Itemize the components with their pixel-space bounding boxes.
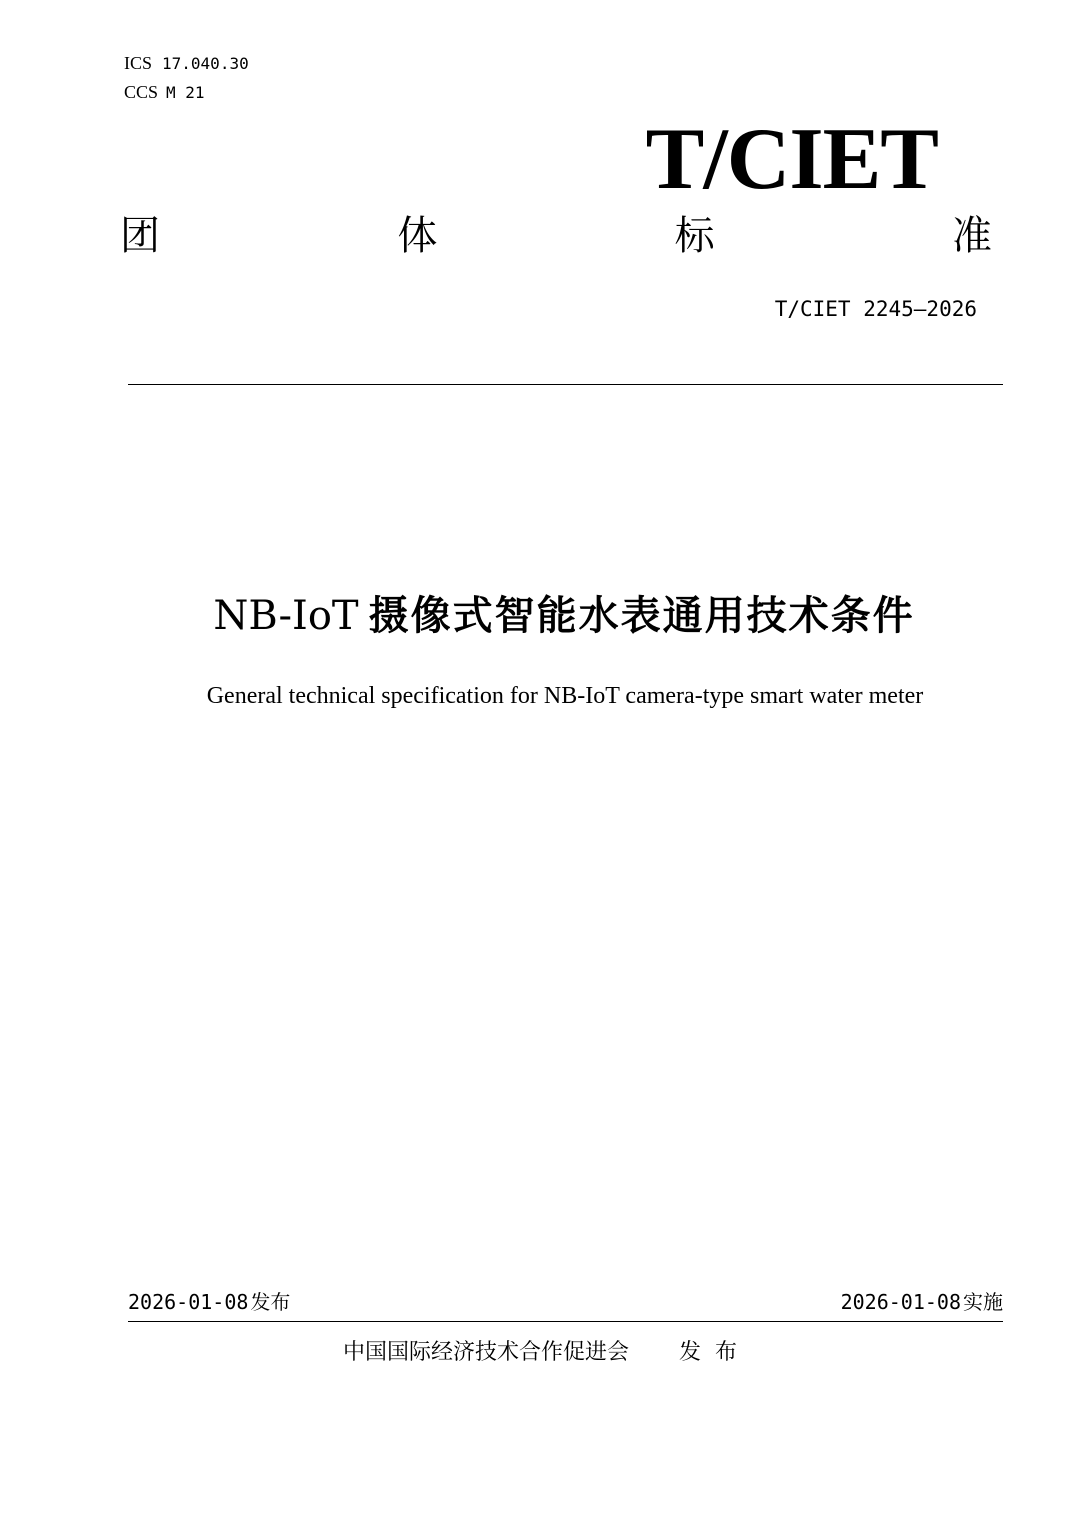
standard-code: T/CIET 2245—2026 [774,297,977,321]
ccs-code: M 21 [166,83,205,102]
publisher-name: 中国国际经济技术合作促进会 [343,1340,630,1365]
implementation-date-value: 2026-01-08 [840,1290,961,1314]
implementation-date-suffix: 实施 [963,1290,1003,1314]
title-chinese-text: 摄像式智能水表通用技术条件 [368,593,915,639]
issue-date-suffix: 发布 [250,1290,291,1314]
standard-type-char: 团 [120,213,160,259]
ics-code: 17.040.30 [162,54,249,73]
issue-date-value: 2026-01-08 [128,1290,249,1314]
organization-logo-text: T/CIET [645,111,938,208]
issue-date [128,1288,290,1316]
implementation-date [841,1288,1003,1316]
ccs-classification [124,79,205,106]
header-divider [128,384,1003,385]
standard-type-char: 体 [397,213,438,259]
ics-label: ICS [124,53,153,73]
standard-type-heading [120,212,992,260]
standard-type-char: 标 [674,213,715,259]
ccs-label: CCS [124,82,159,102]
english-title: General technical specification for NB-IoT camera-type smart water meter [206,683,924,709]
chinese-title [0,588,1080,644]
title-prefix: NB-IoT [213,593,359,639]
footer-divider [128,1321,1003,1322]
ics-classification [124,50,249,77]
publish-verb: 发布 [679,1340,752,1365]
publisher-line [343,1337,751,1369]
standard-type-char: 准 [951,213,992,259]
